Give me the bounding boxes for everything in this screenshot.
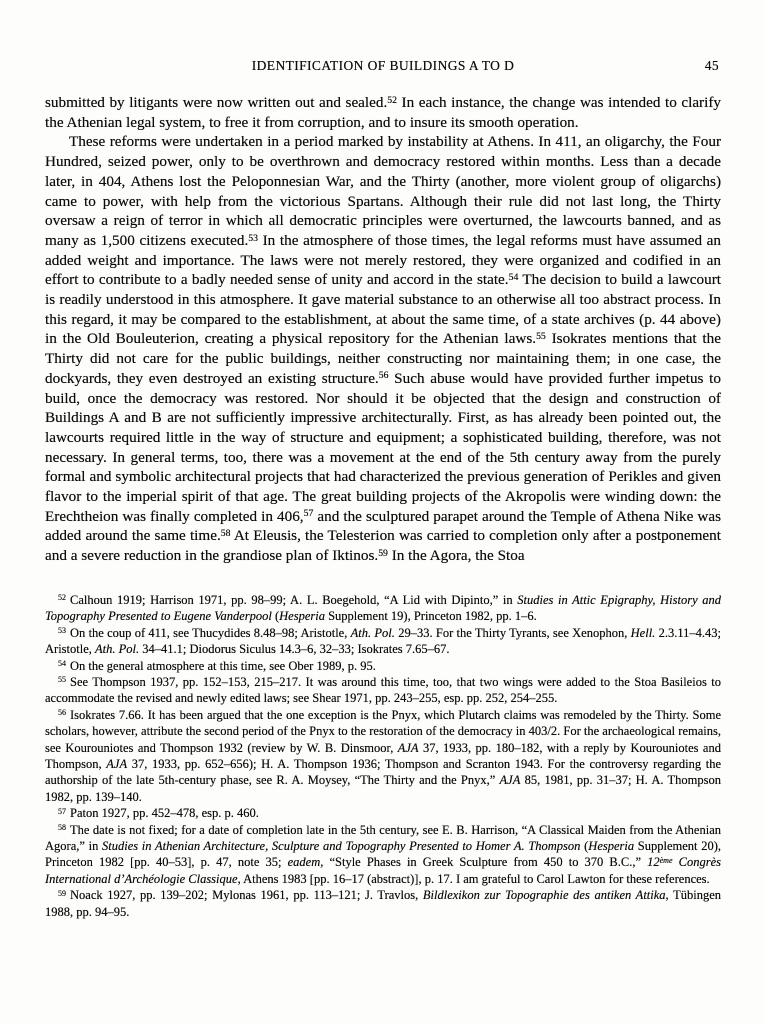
text-run: At Eleusis, the Telesterion was carried to completion only after a postponement and a severe reduction in the grandiose plan of Iktinos. <box>45 527 721 565</box>
text-run: Supplement 20), Princeton 1982 [pp. 40–53], p. 47, note 35; <box>45 838 721 870</box>
footnote-text <box>45 888 721 918</box>
paragraph <box>45 93 721 132</box>
text-run: Isokrates mentions that the Thirty did not care for the public buildings, neither constructing nor maintaining them; in one case, the dockyards, they even destroyed an existing structure. <box>45 330 721 387</box>
text-run: AJA <box>106 756 128 771</box>
footnote-reference: ème <box>659 855 673 865</box>
footnote-text <box>45 823 721 886</box>
text-run: ( <box>580 838 589 853</box>
text-run: 34–41.1; Diodorus Siculus 14.3–6, 32–33; Isokrates 7.65–67. <box>139 642 450 657</box>
text-run: and the sculptured parapet around the Temple of Athena Nike was added around the same time. <box>45 507 721 545</box>
text-run: Noack 1927, pp. 139–202; Mylonas 1961, pp. 113–121; J. Travlos, <box>70 888 423 903</box>
text-run: Isokrates 7.66. It has been argued that the one exception is the Pnyx, which Plutarch claims was remodeled by the Thirty. Some scholars, however, attribute the second period of the Pnyx to the restoration of the democracy in 403/2. For the archaeological remains, see Kourouniotes and Thompson 1932 (review by W. B. Dinsmoor, <box>45 707 721 755</box>
footnote <box>45 805 721 821</box>
footnote-reference: 56 <box>378 370 389 382</box>
text-run: Hell. <box>630 625 656 640</box>
page-number: 45 <box>704 58 719 73</box>
footnote-reference: 52 <box>387 94 397 106</box>
footnote-number: 57 <box>58 806 66 816</box>
text-run: AJA <box>397 740 419 755</box>
text-run: Hesperia <box>279 609 325 624</box>
footnote <box>45 887 721 920</box>
text-run: Ath. Pol. <box>350 625 395 640</box>
footnote-text <box>45 708 721 804</box>
text-run: Calhoun 1919; Harrison 1971, pp. 98–99; A. L. Boegehold, “A Lid with Dipinto,” in <box>70 592 518 607</box>
text-run: Studies in Athenian Architecture, Sculpture and Topography Presented to Homer A. Thompson <box>102 838 581 853</box>
footnote-text <box>45 675 721 705</box>
footnote-reference: 55 <box>536 331 546 343</box>
text-column <box>45 58 721 920</box>
footnote-text <box>45 626 721 656</box>
text-run: 85, 1981, pp. 31–37; H. A. Thompson 1982, pp. 139–140. <box>45 773 721 804</box>
text-run: 37, 1933, pp. 652–656); H. A. Thompson 1936; Thompson and Scranton 1943. For the controversy regarding the authorship of the late 5th-century phase, see R. A. Moysey, “The Thirty and the Pnyx,” <box>45 756 721 788</box>
text-run: Such abuse would have provided further impetus to build, once the democracy was restored. Nor should it be objected that the design and construction of Buildings A and B are not sufficiently impressive architecturally. First, as has already been pointed out, the lawcourts required little in the way of structure and equipment; a sophisticated building, therefore, was not necessary. In general terms, too, there was a movement at the end of the 5th century away from the purely formal and symbolic architectural projects that had characterized the previous generation of Perikles and given flavor to the imperial spirit of that age. The great building projects of the Akropolis were winding down: the Erechtheion was finally completed in 406, <box>45 369 721 525</box>
text-run: Hesperia <box>588 838 635 853</box>
text-run: , Athens 1983 [pp. 16–17 (abstract)], p. 17. I am grateful to Carol Lawton for these references. <box>237 871 710 886</box>
text-run: Bildlexikon zur Topographie des antiken Attika <box>422 888 666 903</box>
text-run: eadem <box>287 855 321 870</box>
footnote-number: 58 <box>58 822 66 832</box>
footnote-number: 55 <box>58 675 66 685</box>
footnote-number: 54 <box>58 658 66 668</box>
text-run: On the general atmosphere at this time, see Ober 1989, p. 95. <box>70 658 376 673</box>
footnote <box>45 592 721 625</box>
footnote-text <box>70 659 376 673</box>
text-run: submitted by litigants were now written out and sealed. <box>45 94 388 111</box>
text-run: Supplement 19), Princeton 1982, pp. 1–6. <box>324 609 537 624</box>
footnote <box>45 625 721 658</box>
footnote-reference: 54 <box>508 271 519 283</box>
text-run: AJA <box>499 773 521 788</box>
text-run: ( <box>271 609 280 624</box>
running-head <box>45 58 721 76</box>
text-run: , “Style Phases in Greek Sculpture from 450 to 370 B.C.,” <box>320 855 648 870</box>
text-run: 12 <box>647 855 660 870</box>
page-title: IDENTIFICATION OF BUILDINGS A TO D <box>251 58 515 73</box>
text-run: Ath. Pol. <box>95 642 140 657</box>
footnote-text <box>45 593 721 623</box>
footnote <box>45 658 721 674</box>
footnote-number: 53 <box>58 626 66 636</box>
footnote <box>45 674 721 707</box>
footnote <box>45 822 721 888</box>
text-run: In the atmosphere of those times, the legal reforms must have assumed an added weight and importance. The laws were not merely restored, they were organized and codified in an effort to contribute to a badly needed sense of unity and accord in the state. <box>45 231 722 289</box>
footnote-number: 52 <box>58 593 66 603</box>
text-run: 29–33. For the Thirty Tyrants, see Xenophon, <box>394 625 631 640</box>
footnote-reference: 57 <box>303 508 314 520</box>
body-text <box>45 93 721 566</box>
footnotes <box>45 592 721 920</box>
text-run: 2.3.11–4.43; Aristotle, <box>45 625 721 657</box>
text-run: In each instance, the change was intended to clarify the Athenian legal system, to free it from corruption, and to insure its smooth operation. <box>45 94 721 131</box>
text-run: See Thompson 1937, pp. 152–153, 215–217. It was around this time, too, that two wings were added to the Stoa Basileios to accommodate the revised and newly edited laws; see Shear 1971, pp. 243–255, esp. pp. 252, 254–255. <box>45 674 721 706</box>
text-run: These reforms were undertaken in a period marked by instability at Athens. In 411, an oligarchy, the Four Hundred, seized power, only to be overthrown and democracy restored within months. Less than a decade later, in 404, Athens lost the Peloponnesian War, and the Thirty (another, more violent group of oligarchs) came to power, with help from the victorious Spartans. Although their rule did not last long, the Thirty oversaw a reign of terror in which all democratic principles were overturned, the lawcourts banned, and as many as 1,500 citizens executed. <box>45 133 721 249</box>
text-run: Congrès International d’Archéologie Classique <box>45 855 721 886</box>
paragraph <box>45 132 721 565</box>
text-run: Paton 1927, pp. 452–478, esp. p. 460. <box>70 806 259 821</box>
text-run: Studies in Attic Epigraphy, History and Topography Presented to Eugene Vanderpool <box>45 592 721 624</box>
text-run: , Tübingen 1988, pp. 94–95. <box>45 888 721 919</box>
footnote-number: 59 <box>58 888 66 898</box>
text-run: 37, 1933, pp. 180–182, with a reply by Kourouniotes and Thompson, <box>45 740 721 771</box>
footnote-number: 56 <box>58 708 66 718</box>
footnote-text <box>70 806 259 820</box>
footnote-reference: 58 <box>220 528 231 540</box>
text-run: In the Agora, the Stoa <box>387 547 525 565</box>
footnote-reference: 53 <box>248 232 258 244</box>
text-run: The date is not fixed; for a date of completion late in the 5th century, see E. B. Harrison, “A Classical Maiden from the Athenian Agora,” in <box>45 822 721 853</box>
text-run: On the coup of 411, see Thucydides 8.48–98; Aristotle, <box>70 625 351 640</box>
text-run: The decision to build a lawcourt is readily understood in this atmosphere. It gave material substance to an otherwise all too abstract process. In this regard, it may be compared to the establishment, at about the same time, of a state archives (p. 44 above) in the Old Bouleuterion, creating a physical repository for the Athenian laws. <box>45 271 721 348</box>
footnote-reference: 59 <box>378 547 388 559</box>
footnote <box>45 707 721 805</box>
